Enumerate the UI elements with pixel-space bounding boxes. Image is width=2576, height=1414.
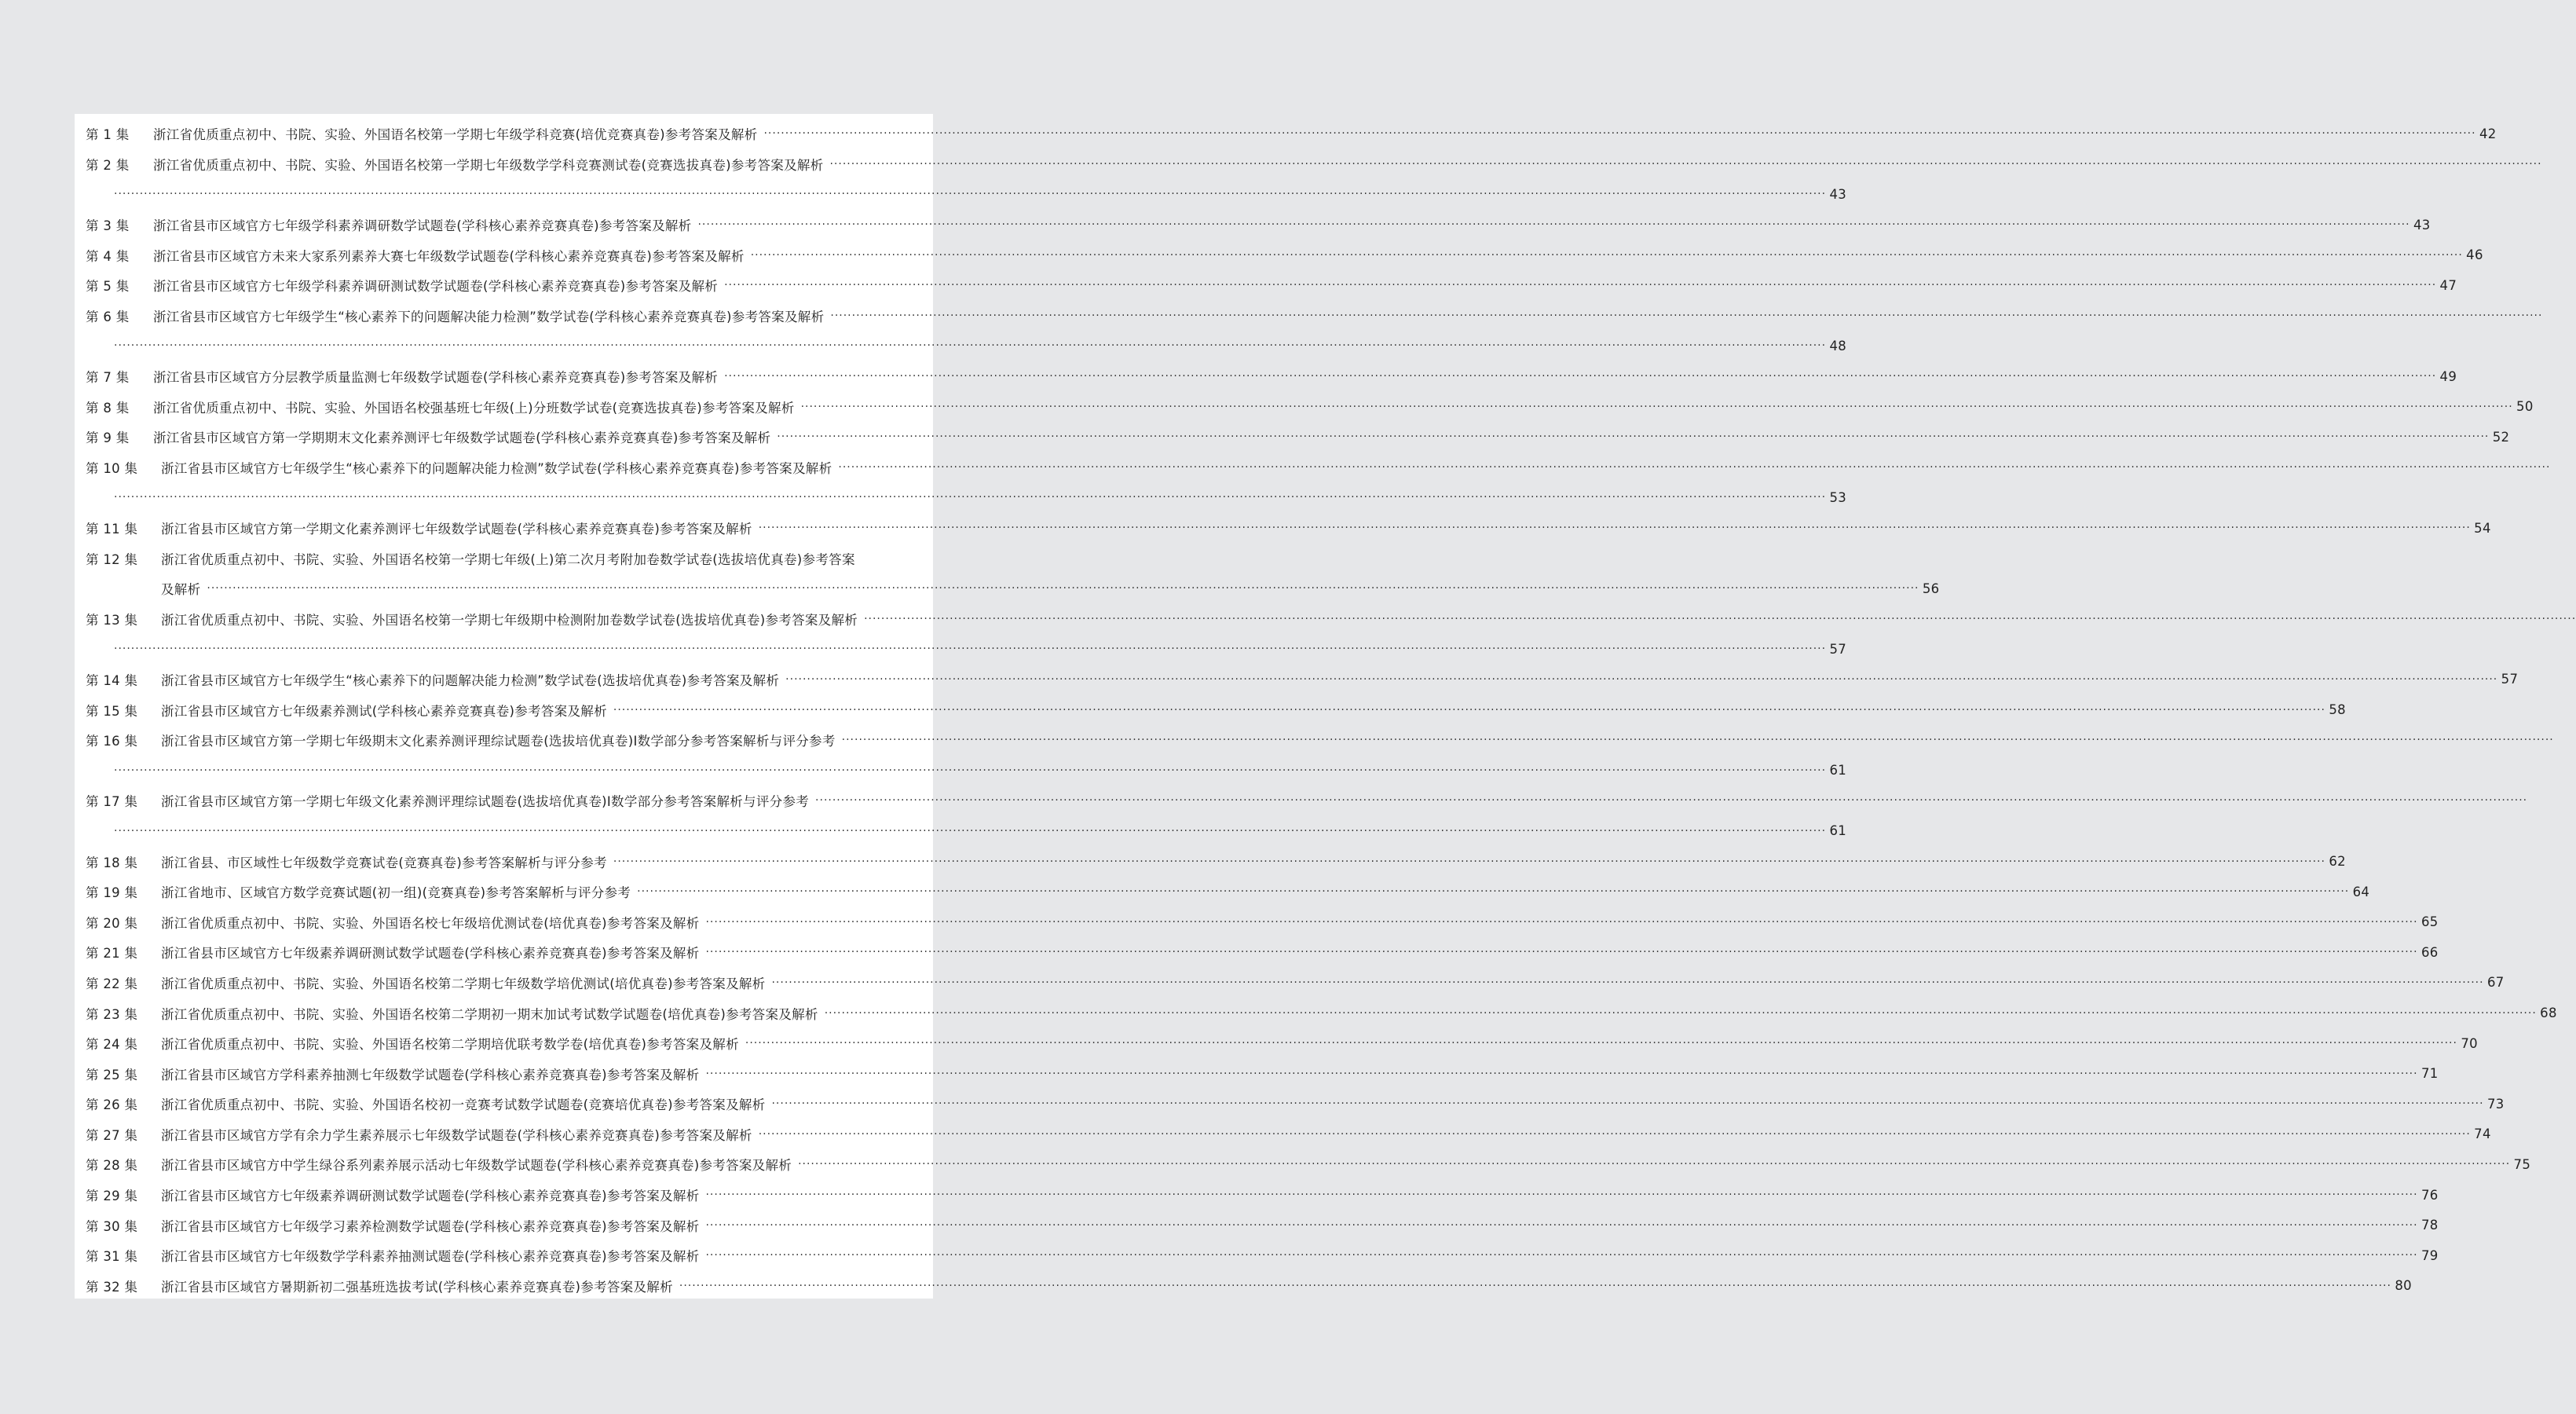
entry-number: 第 27 集: [86, 1127, 138, 1143]
dot-leader: ················································································································································································································································································································································································································: [829, 157, 2542, 170]
toc-entry[interactable]: [86, 1271, 2412, 1302]
entry-title: 浙江省县市区域官方七年级学科素养调研数学试题卷(学科核心素养竞赛真卷)参考答案及解析: [153, 218, 692, 234]
toc-page: [75, 114, 2576, 1299]
entry-page-number: 73: [2486, 1096, 2505, 1112]
toc-entry[interactable]: [86, 786, 2528, 846]
entry-title: 浙江省县市区域官方中学生绿谷系列素养展示活动七年级数学试题卷(学科核心素养竞赛真卷)参考答案及解析: [161, 1158, 792, 1174]
entry-title: 浙江省优质重点初中、书院、实验、外国语名校第一学期七年级期中检测附加卷数学试卷(选拔培优真卷)参考答案及解析: [161, 612, 858, 628]
dot-leader: ················································································································································································································································································································································································································: [114, 188, 1827, 201]
dot-leader: ················································································································································································································································································································································································································: [771, 1097, 2484, 1111]
entry-page-number: 62: [2329, 854, 2346, 870]
entry-number: 第 23 集: [86, 1006, 138, 1022]
entry-title: 浙江省优质重点初中、书院、实验、外国语名校初一竞赛考试数学试题卷(竞赛培优真卷)参考答案及解析: [161, 1097, 766, 1113]
toc-entry[interactable]: [86, 907, 2439, 937]
toc-entry[interactable]: [86, 452, 2551, 513]
entry-page-number: 57: [1829, 641, 1847, 657]
entry-page-number: 49: [2439, 368, 2457, 384]
entry-title: 浙江省优质重点初中、书院、实验、外国语名校第一学期七年级(上)第二次月考附加卷数学试卷(选拔培优真卷)参考答案: [161, 551, 855, 567]
entry-number: 第 26 集: [86, 1097, 138, 1113]
entry-page-number: 78: [2420, 1218, 2439, 1233]
entry-number: 第 30 集: [86, 1218, 138, 1234]
entry-title: 浙江省县市区域官方七年级学科素养调研测试数学试题卷(学科核心素养竞赛真卷)参考答案及解析: [153, 279, 719, 295]
entry-title: 浙江省县市区域官方暑期新初二强基班选拔考试(学科核心素养竞赛真卷)参考答案及解析: [161, 1279, 673, 1295]
entry-number: 第 17 集: [86, 794, 138, 810]
entry-number: 第 14 集: [86, 672, 138, 688]
entry-page-number: 43: [1829, 186, 1847, 202]
dot-leader: ················································································································································································································································································································································································································: [637, 885, 2350, 899]
toc-entry[interactable]: [86, 1089, 2505, 1119]
dot-leader: ················································································································································································································································································································································································································: [841, 734, 2554, 747]
dot-leader: ················································································································································································································································································································································································································: [864, 612, 2576, 625]
entry-number: 第 15 集: [86, 703, 138, 719]
entry-page-number: 75: [2513, 1156, 2531, 1172]
entry-page-number: 64: [2352, 884, 2370, 899]
entry-title: 浙江省优质重点初中、书院、实验、外国语名校强基班七年级(上)分班数学试卷(竞赛选拔真卷)参考答案及解析: [153, 400, 795, 416]
entry-number: 第 2 集: [86, 157, 130, 173]
entry-title: 浙江省县市区域官方七年级学习素养检测数学试题卷(学科核心素养竞赛真卷)参考答案及解析: [161, 1218, 700, 1234]
toc-entry[interactable]: [86, 240, 2483, 270]
entry-page-number: 61: [1829, 823, 1847, 839]
entry-number: 第 25 集: [86, 1067, 138, 1082]
dot-leader: ················································································································································································································································································································································································································: [705, 1249, 2418, 1262]
dot-leader: ················································································································································································································································································································································································································: [207, 582, 1919, 595]
entry-title-continued: 及解析: [161, 582, 201, 598]
toc-entry[interactable]: [86, 968, 2505, 998]
dot-leader: ················································································································································································································································································································································································································: [724, 370, 2437, 383]
dot-leader: ················································································································································································································································································································································································································: [114, 643, 1827, 656]
entry-number: 第 28 集: [86, 1158, 138, 1174]
entry-number: 第 9 集: [86, 430, 130, 446]
dot-leader: ················································································································································································································································································································································································································: [705, 1067, 2418, 1080]
entry-number: 第 31 集: [86, 1249, 138, 1265]
dot-leader: ················································································································································································································································································································································································································: [114, 824, 1827, 837]
entry-title: 浙江省县市区域官方第一学期七年级文化素养测评理综试题卷(选拔培优真卷)Ⅰ数学部分参考答案解析与评分参考: [161, 794, 810, 810]
entry-number: 第 12 集: [86, 551, 138, 567]
entry-title: 浙江省县市区域官方七年级素养调研测试数学试题卷(学科核心素养竞赛真卷)参考答案及解析: [161, 1189, 700, 1204]
entry-number: 第 21 集: [86, 946, 138, 962]
toc-entry[interactable]: [86, 846, 2346, 877]
entry-number: 第 24 集: [86, 1037, 138, 1053]
dot-leader: ················································································································································································································································································································································································································: [838, 460, 2551, 474]
entry-number: 第 1 集: [86, 127, 130, 143]
entry-page-number: 76: [2420, 1187, 2439, 1203]
toc-entry[interactable]: [86, 270, 2457, 301]
entry-number: 第 10 集: [86, 460, 138, 476]
entry-number: 第 16 集: [86, 734, 138, 749]
entry-number: 第 11 集: [86, 522, 138, 537]
entry-number: 第 6 集: [86, 309, 130, 324]
entry-number: 第 13 集: [86, 612, 138, 628]
toc-entry[interactable]: [86, 543, 1940, 603]
dot-leader: ················································································································································································································································································································································································································: [705, 1189, 2418, 1202]
entry-page-number: 74: [2474, 1126, 2491, 1142]
toc-entry[interactable]: [86, 665, 2519, 695]
toc-entry[interactable]: [86, 422, 2510, 452]
entry-title: 浙江省县市区域官方七年级数学学科素养抽测试题卷(学科核心素养竞赛真卷)参考答案及解析: [161, 1249, 700, 1265]
entry-number: 第 3 集: [86, 218, 130, 234]
toc-entry[interactable]: [86, 119, 2497, 149]
entry-title: 浙江省优质重点初中、书院、实验、外国语名校第二学期培优联考数学卷(培优真卷)参考答案及解析: [161, 1037, 739, 1053]
dot-leader: ················································································································································································································································································································································································································: [750, 248, 2463, 262]
entry-title: 浙江省县市区域官方学科素养抽测七年级数学试题卷(学科核心素养竞赛真卷)参考答案及解析: [161, 1067, 700, 1082]
entry-page-number: 71: [2420, 1066, 2439, 1082]
entry-page-number: 61: [1829, 763, 1847, 778]
toc-entry[interactable]: [86, 513, 2491, 544]
toc-entry[interactable]: [86, 694, 2346, 725]
entry-number: 第 18 集: [86, 855, 138, 870]
toc-entry[interactable]: [86, 391, 2534, 422]
entry-title: 浙江省优质重点初中、书院、实验、外国语名校第二学期七年级数学培优测试(培优真卷)参考答案及解析: [161, 976, 766, 991]
entry-title: 浙江省县市区域官方七年级学生“核心素养下的问题解决能力检测”数学试卷(学科核心素养竞赛真卷)参考答案及解析: [161, 460, 832, 476]
toc-entry[interactable]: [86, 361, 2457, 392]
entry-page-number: 53: [1829, 489, 1847, 505]
entry-title: 浙江省优质重点初中、书院、实验、外国语名校第一学期七年级学科竞赛(培优竞赛真卷)参考答案及解析: [153, 127, 758, 143]
dot-leader: ················································································································································································································································································································································································································: [798, 1158, 2511, 1171]
entry-page-number: 48: [1829, 338, 1847, 354]
toc-entry[interactable]: [86, 1149, 2531, 1180]
dot-leader: ················································································································································································································································································································································································································: [705, 946, 2418, 959]
dot-leader: ················································································································································································································································································································································································································: [777, 430, 2490, 444]
entry-page-number: 80: [2395, 1278, 2412, 1294]
entry-title: 浙江省县市区域官方第一学期七年级期末文化素养测评理综试题卷(选拔培优真卷)Ⅰ数学部分参考答案解析与评分参考: [161, 734, 836, 749]
toc-entry[interactable]: [86, 1240, 2439, 1271]
toc-entry[interactable]: [86, 1028, 2478, 1059]
entry-page-number: 57: [2501, 672, 2519, 687]
toc-entry[interactable]: [86, 210, 2431, 240]
dot-leader: ················································································································································································································································································································································································································: [758, 1127, 2471, 1141]
entry-number: 第 32 集: [86, 1279, 138, 1295]
dot-leader: ················································································································································································································································································································································································································: [114, 764, 1827, 777]
toc-entry[interactable]: [86, 1210, 2439, 1240]
entry-page-number: 46: [2466, 247, 2483, 263]
entry-title: 浙江省县市区域官方七年级素养调研测试数学试题卷(学科核心素养竞赛真卷)参考答案及解析: [161, 946, 700, 962]
entry-title: 浙江省优质重点初中、书院、实验、外国语名校七年级培优测试卷(培优真卷)参考答案及解析: [161, 915, 700, 931]
entry-number: 第 19 集: [86, 885, 138, 901]
dot-leader: ················································································································································································································································································································································································································: [824, 1006, 2537, 1020]
dot-leader: ················································································································································································································································································································································································································: [800, 400, 2513, 413]
dot-leader: ················································································································································································································································································································································································································: [705, 915, 2418, 929]
entry-title: 浙江省县市区域官方第一学期期末文化素养测评七年级数学试题卷(学科核心素养竞赛真卷)参考答案及解析: [153, 430, 771, 446]
entry-number: 第 7 集: [86, 370, 130, 386]
toc-entry[interactable]: [86, 877, 2370, 907]
entry-title: 浙江省县市区域官方七年级素养测试(学科核心素养竞赛真卷)参考答案及解析: [161, 703, 607, 719]
dot-leader: ················································································································································································································································································································································································································: [830, 309, 2543, 322]
entry-page-number: 43: [2413, 217, 2431, 233]
entry-number: 第 4 集: [86, 248, 130, 264]
entry-page-number: 47: [2439, 277, 2457, 293]
entry-title: 浙江省县市区域官方七年级学生“核心素养下的问题解决能力检测”数学试卷(选拔培优真卷)参考答案及解析: [161, 672, 780, 688]
dot-leader: ················································································································································································································································································································································································································: [705, 1218, 2418, 1232]
entry-title: 浙江省优质重点初中、书院、实验、外国语名校第一学期七年级数学学科竞赛测试卷(竞赛选拔真卷)参考答案及解析: [153, 157, 824, 173]
dot-leader: ················································································································································································································································································································································································································: [771, 976, 2484, 989]
dot-leader: ················································································································································································································································································································································································································: [613, 703, 2325, 716]
toc-entry[interactable]: [86, 604, 2576, 665]
entry-title: 浙江省县市区域官方第一学期文化素养测评七年级数学试题卷(学科核心素养竞赛真卷)参考答案及解析: [161, 522, 752, 537]
entry-page-number: 65: [2420, 914, 2439, 930]
entry-page-number: 52: [2492, 429, 2510, 445]
toc-entry[interactable]: [86, 1058, 2439, 1089]
entry-page-number: 66: [2420, 944, 2439, 960]
entry-page-number: 50: [2516, 399, 2534, 415]
toc-entry[interactable]: [86, 725, 2554, 786]
entry-page-number: 58: [2329, 702, 2346, 718]
dot-leader: ················································································································································································································································································································································································································: [679, 1279, 2391, 1292]
dot-leader: ················································································································································································································································································································································································································: [763, 127, 2476, 141]
toc-entry[interactable]: [86, 1119, 2491, 1150]
dot-leader: ················································································································································································································································································································································································································: [815, 794, 2528, 808]
entry-number: 第 22 集: [86, 976, 138, 991]
entry-page-number: 79: [2420, 1247, 2439, 1263]
entry-page-number: 67: [2486, 975, 2505, 991]
entry-title: 浙江省优质重点初中、书院、实验、外国语名校第二学期初一期末加试考试数学试题卷(培优真卷)参考答案及解析: [161, 1006, 818, 1022]
entry-page-number: 68: [2540, 1006, 2557, 1021]
toc-entry[interactable]: [86, 998, 2557, 1028]
dot-leader: ················································································································································································································································································································································································································: [745, 1037, 2457, 1050]
toc-entry[interactable]: [86, 149, 2542, 210]
dot-leader: ················································································································································································································································································································································································································: [724, 279, 2437, 292]
entry-title: 浙江省县、市区域性七年级数学竞赛试卷(竞赛真卷)参考答案解析与评分参考: [161, 855, 607, 870]
dot-leader: ················································································································································································································································································································································································································: [758, 522, 2471, 535]
entry-title: 浙江省县市区域官方学有余力学生素养展示七年级数学试题卷(学科核心素养竞赛真卷)参考答案及解析: [161, 1127, 752, 1143]
entry-number: 第 29 集: [86, 1189, 138, 1204]
entry-page-number: 56: [1922, 581, 1940, 596]
dot-leader: ················································································································································································································································································································································································································: [613, 855, 2325, 868]
entry-title: 浙江省县市区域官方七年级学生“核心素养下的问题解决能力检测”数学试卷(学科核心素养竞赛真卷)参考答案及解析: [153, 309, 825, 324]
entry-number: 第 20 集: [86, 915, 138, 931]
entry-title: 浙江省县市区域官方分层教学质量监测七年级数学试题卷(学科核心素养竞赛真卷)参考答案及解析: [153, 370, 719, 386]
toc-entry[interactable]: [86, 301, 2543, 361]
dot-leader: ················································································································································································································································································································································································································: [785, 672, 2498, 686]
toc-entry[interactable]: [86, 1180, 2439, 1211]
entry-number: 第 8 集: [86, 400, 130, 416]
table-of-contents: [86, 119, 2576, 1301]
dot-leader: ················································································································································································································································································································································································································: [697, 218, 2410, 232]
dot-leader: ················································································································································································································································································································································································································: [114, 339, 1827, 353]
entry-page-number: 54: [2474, 520, 2491, 536]
entry-page-number: 42: [2479, 126, 2497, 141]
dot-leader: ················································································································································································································································································································································································································: [114, 491, 1827, 504]
entry-page-number: 70: [2461, 1035, 2478, 1051]
toc-entry[interactable]: [86, 937, 2439, 968]
entry-number: 第 5 集: [86, 279, 130, 295]
entry-title: 浙江省地市、区域官方数学竞赛试题(初一组)(竞赛真卷)参考答案解析与评分参考: [161, 885, 631, 901]
entry-title: 浙江省县市区域官方未来大家系列素养大赛七年级数学试题卷(学科核心素养竞赛真卷)参考答案及解析: [153, 248, 745, 264]
